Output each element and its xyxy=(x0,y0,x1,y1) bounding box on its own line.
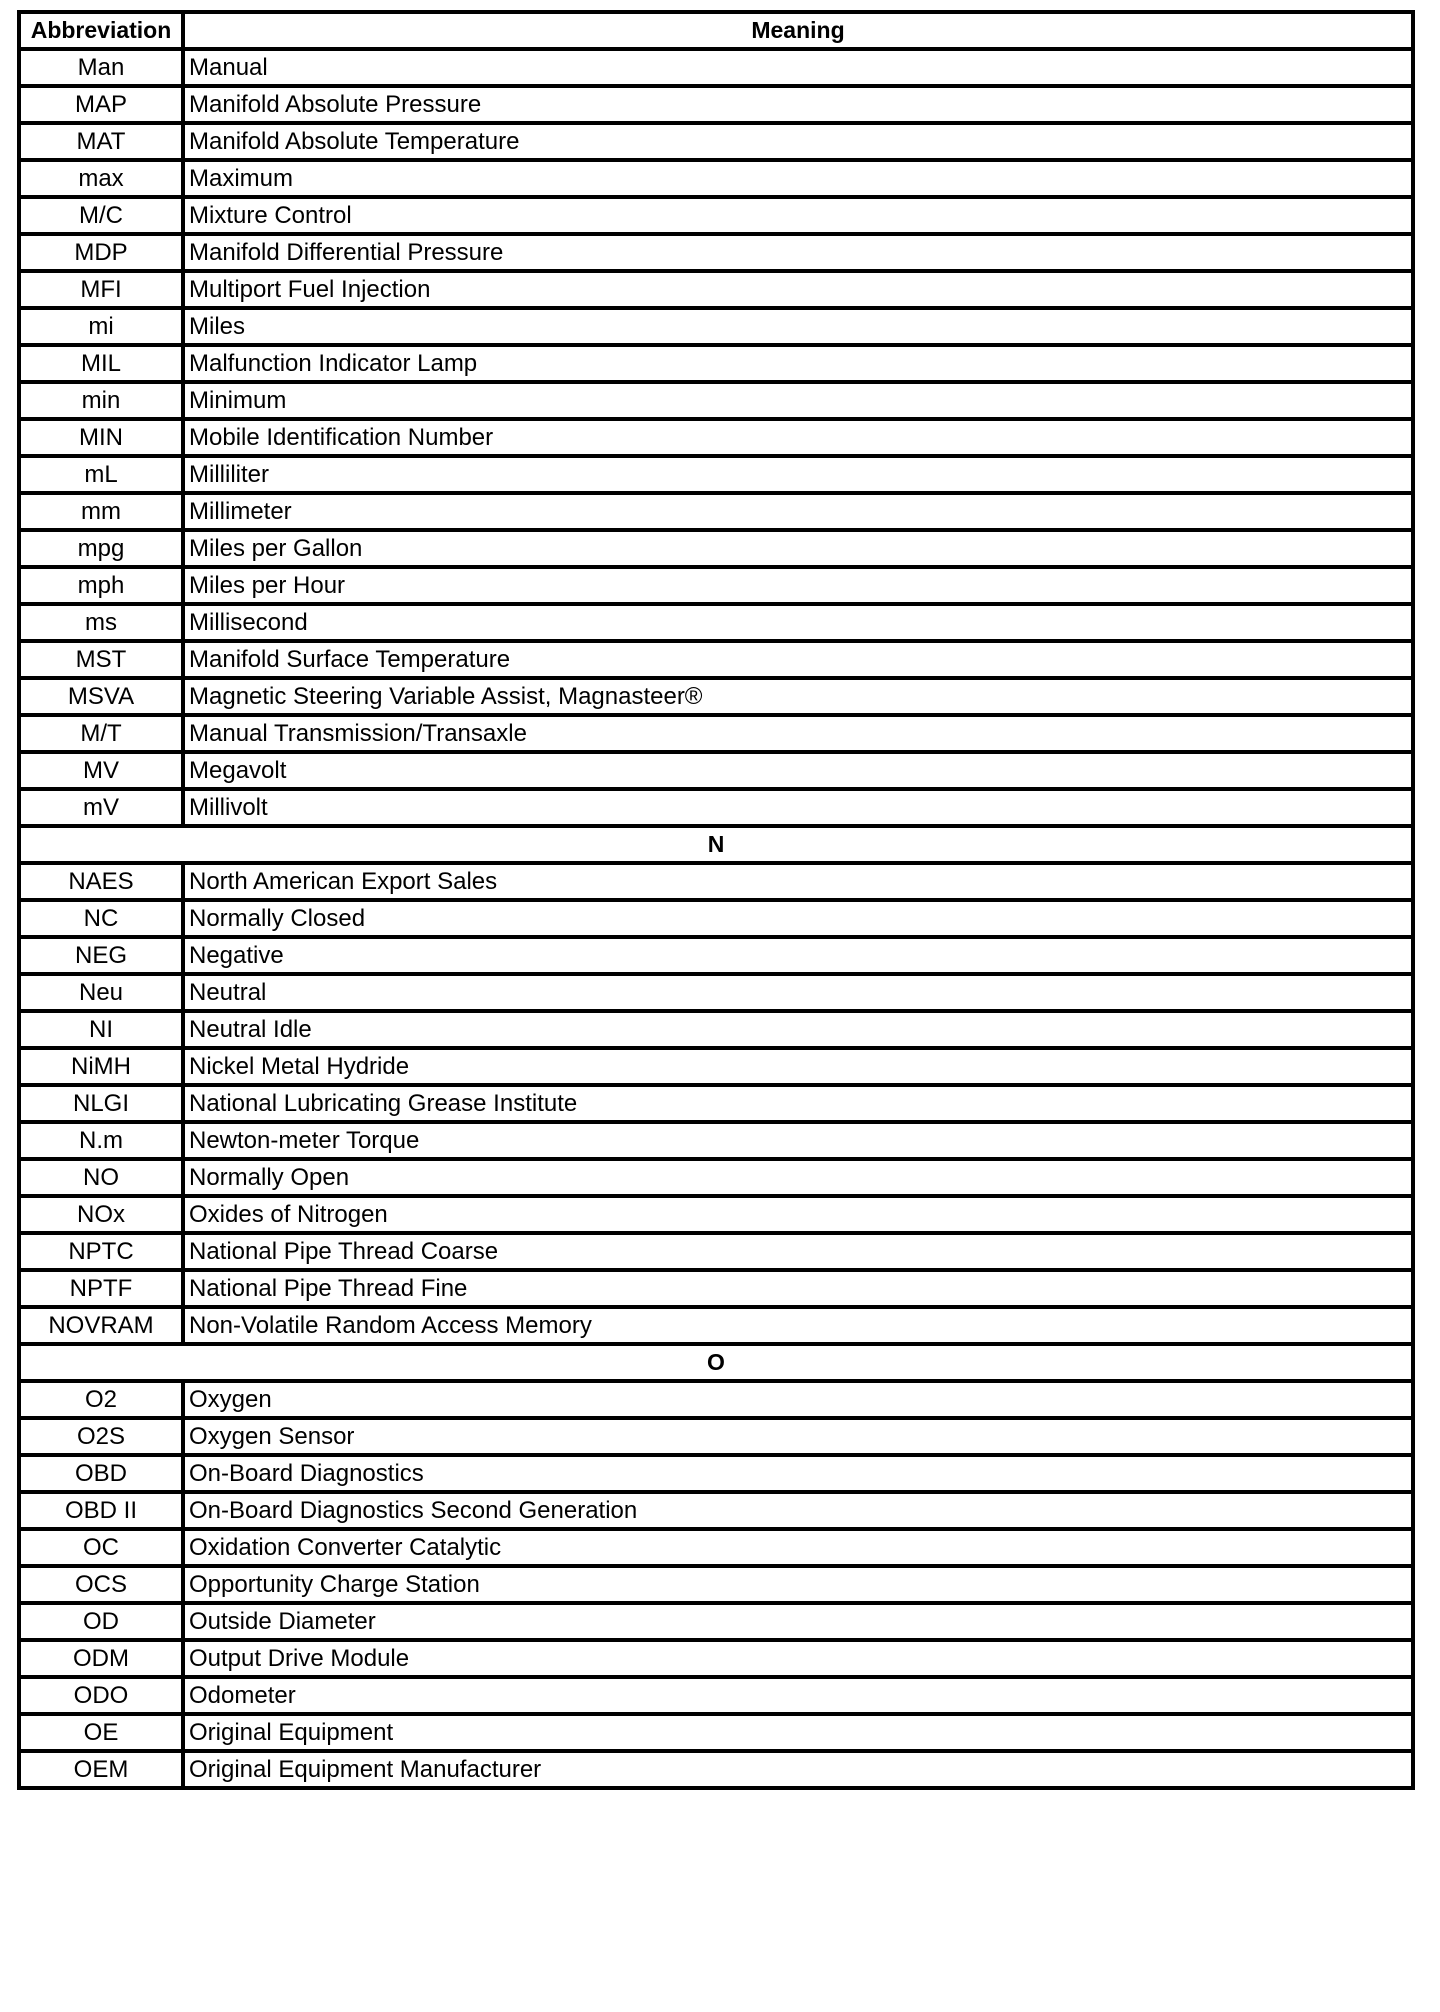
table-row xyxy=(19,974,1413,1011)
meaning-cell: Opportunity Charge Station xyxy=(183,1566,1413,1603)
abbreviation-cell: min xyxy=(19,382,183,419)
table-row xyxy=(19,1751,1413,1788)
meaning-cell: Neutral Idle xyxy=(183,1011,1413,1048)
abbreviation-cell: OC xyxy=(19,1529,183,1566)
meaning-cell: Manifold Differential Pressure xyxy=(183,234,1413,271)
abbreviation-cell: MAP xyxy=(19,86,183,123)
abbreviation-cell: OD xyxy=(19,1603,183,1640)
table-row xyxy=(19,456,1413,493)
abbreviation-cell: mL xyxy=(19,456,183,493)
meaning-cell: Manifold Absolute Temperature xyxy=(183,123,1413,160)
table-row xyxy=(19,1196,1413,1233)
abbreviation-cell: NPTC xyxy=(19,1233,183,1270)
table-row xyxy=(19,1640,1413,1677)
abbreviation-table xyxy=(17,10,1415,1790)
abbreviation-cell: NAES xyxy=(19,863,183,900)
header-abbreviation: Abbreviation xyxy=(19,12,183,49)
abbreviation-cell: NiMH xyxy=(19,1048,183,1085)
meaning-cell: Mobile Identification Number xyxy=(183,419,1413,456)
table-row xyxy=(19,1455,1413,1492)
table-row xyxy=(19,86,1413,123)
abbreviation-cell: OBD xyxy=(19,1455,183,1492)
abbreviation-cell: max xyxy=(19,160,183,197)
section-header-row xyxy=(19,1344,1413,1381)
abbreviation-cell: NOVRAM xyxy=(19,1307,183,1344)
table-row xyxy=(19,308,1413,345)
abbreviation-cell: MST xyxy=(19,641,183,678)
table-row xyxy=(19,49,1413,86)
abbreviation-cell: MDP xyxy=(19,234,183,271)
abbreviation-cell: M/T xyxy=(19,715,183,752)
section-letter: O xyxy=(19,1344,1413,1381)
meaning-cell: Oxidation Converter Catalytic xyxy=(183,1529,1413,1566)
meaning-cell: Odometer xyxy=(183,1677,1413,1714)
table-row xyxy=(19,234,1413,271)
meaning-cell: Original Equipment Manufacturer xyxy=(183,1751,1413,1788)
abbreviation-cell: MV xyxy=(19,752,183,789)
meaning-cell: Non-Volatile Random Access Memory xyxy=(183,1307,1413,1344)
abbreviation-cell: NLGI xyxy=(19,1085,183,1122)
abbreviation-cell: MFI xyxy=(19,271,183,308)
section-header-row xyxy=(19,826,1413,863)
abbreviation-cell: ODM xyxy=(19,1640,183,1677)
table-row xyxy=(19,1307,1413,1344)
table-row xyxy=(19,1381,1413,1418)
abbreviation-cell: M/C xyxy=(19,197,183,234)
table-row xyxy=(19,1418,1413,1455)
abbreviation-cell: Man xyxy=(19,49,183,86)
meaning-cell: Manifold Surface Temperature xyxy=(183,641,1413,678)
abbreviation-cell: mm xyxy=(19,493,183,530)
table-row xyxy=(19,678,1413,715)
abbreviation-cell: MIL xyxy=(19,345,183,382)
meaning-cell: Millisecond xyxy=(183,604,1413,641)
meaning-cell: Millivolt xyxy=(183,789,1413,826)
meaning-cell: On-Board Diagnostics xyxy=(183,1455,1413,1492)
abbreviation-cell: ODO xyxy=(19,1677,183,1714)
meaning-cell: Oxygen xyxy=(183,1381,1413,1418)
meaning-cell: National Lubricating Grease Institute xyxy=(183,1085,1413,1122)
table-row xyxy=(19,160,1413,197)
meaning-cell: Original Equipment xyxy=(183,1714,1413,1751)
abbreviation-cell: NC xyxy=(19,900,183,937)
table-row xyxy=(19,197,1413,234)
table-row xyxy=(19,530,1413,567)
abbreviation-cell: mi xyxy=(19,308,183,345)
table-body xyxy=(19,49,1413,1788)
meaning-cell: Miles xyxy=(183,308,1413,345)
table-row xyxy=(19,271,1413,308)
meaning-cell: Miles per Hour xyxy=(183,567,1413,604)
table-row xyxy=(19,937,1413,974)
meaning-cell: Outside Diameter xyxy=(183,1603,1413,1640)
table-row xyxy=(19,1566,1413,1603)
abbreviation-cell: O2S xyxy=(19,1418,183,1455)
meaning-cell: Output Drive Module xyxy=(183,1640,1413,1677)
meaning-cell: Milliliter xyxy=(183,456,1413,493)
meaning-cell: Malfunction Indicator Lamp xyxy=(183,345,1413,382)
abbreviation-cell: MAT xyxy=(19,123,183,160)
meaning-cell: Magnetic Steering Variable Assist, Magnasteer® xyxy=(183,678,1413,715)
meaning-cell: Normally Closed xyxy=(183,900,1413,937)
meaning-cell: Oxygen Sensor xyxy=(183,1418,1413,1455)
meaning-cell: Minimum xyxy=(183,382,1413,419)
table-row xyxy=(19,1085,1413,1122)
abbreviation-cell: NEG xyxy=(19,937,183,974)
meaning-cell: Manual xyxy=(183,49,1413,86)
abbreviation-cell: ms xyxy=(19,604,183,641)
section-letter: N xyxy=(19,826,1413,863)
meaning-cell: Mixture Control xyxy=(183,197,1413,234)
abbreviation-cell: Neu xyxy=(19,974,183,1011)
table-row xyxy=(19,1714,1413,1751)
table-row xyxy=(19,1048,1413,1085)
table-row xyxy=(19,752,1413,789)
meaning-cell: Millimeter xyxy=(183,493,1413,530)
meaning-cell: Manual Transmission/Transaxle xyxy=(183,715,1413,752)
abbreviation-cell: NOx xyxy=(19,1196,183,1233)
header-meaning: Meaning xyxy=(183,12,1413,49)
abbreviation-cell: NI xyxy=(19,1011,183,1048)
table-row xyxy=(19,1122,1413,1159)
meaning-cell: Neutral xyxy=(183,974,1413,1011)
table-row xyxy=(19,900,1413,937)
table-row xyxy=(19,1492,1413,1529)
table-row xyxy=(19,345,1413,382)
abbreviation-cell: NPTF xyxy=(19,1270,183,1307)
abbreviation-cell: mpg xyxy=(19,530,183,567)
table-row xyxy=(19,1677,1413,1714)
meaning-cell: National Pipe Thread Fine xyxy=(183,1270,1413,1307)
meaning-cell: Miles per Gallon xyxy=(183,530,1413,567)
table-row xyxy=(19,1270,1413,1307)
abbreviation-cell: N.m xyxy=(19,1122,183,1159)
table-row xyxy=(19,715,1413,752)
meaning-cell: Nickel Metal Hydride xyxy=(183,1048,1413,1085)
abbreviation-cell: OEM xyxy=(19,1751,183,1788)
meaning-cell: Manifold Absolute Pressure xyxy=(183,86,1413,123)
table-row xyxy=(19,789,1413,826)
abbreviation-cell: OCS xyxy=(19,1566,183,1603)
meaning-cell: Multiport Fuel Injection xyxy=(183,271,1413,308)
table-row xyxy=(19,1603,1413,1640)
meaning-cell: Negative xyxy=(183,937,1413,974)
table-row xyxy=(19,123,1413,160)
abbreviation-cell: MIN xyxy=(19,419,183,456)
abbreviation-cell: OE xyxy=(19,1714,183,1751)
abbreviation-cell: OBD II xyxy=(19,1492,183,1529)
meaning-cell: Normally Open xyxy=(183,1159,1413,1196)
abbreviation-cell: mV xyxy=(19,789,183,826)
table-row xyxy=(19,863,1413,900)
table-row xyxy=(19,493,1413,530)
meaning-cell: Newton-meter Torque xyxy=(183,1122,1413,1159)
table-row xyxy=(19,567,1413,604)
table-row xyxy=(19,419,1413,456)
abbreviation-cell: mph xyxy=(19,567,183,604)
meaning-cell: On-Board Diagnostics Second Generation xyxy=(183,1492,1413,1529)
table-row xyxy=(19,382,1413,419)
table-row xyxy=(19,1529,1413,1566)
meaning-cell: National Pipe Thread Coarse xyxy=(183,1233,1413,1270)
table-row xyxy=(19,1233,1413,1270)
meaning-cell: Oxides of Nitrogen xyxy=(183,1196,1413,1233)
meaning-cell: North American Export Sales xyxy=(183,863,1413,900)
meaning-cell: Megavolt xyxy=(183,752,1413,789)
table-row xyxy=(19,641,1413,678)
table-row xyxy=(19,604,1413,641)
table-row xyxy=(19,1011,1413,1048)
table-row xyxy=(19,1159,1413,1196)
abbreviation-cell: NO xyxy=(19,1159,183,1196)
abbreviation-cell: O2 xyxy=(19,1381,183,1418)
table-header-row xyxy=(19,12,1413,49)
abbreviation-cell: MSVA xyxy=(19,678,183,715)
meaning-cell: Maximum xyxy=(183,160,1413,197)
